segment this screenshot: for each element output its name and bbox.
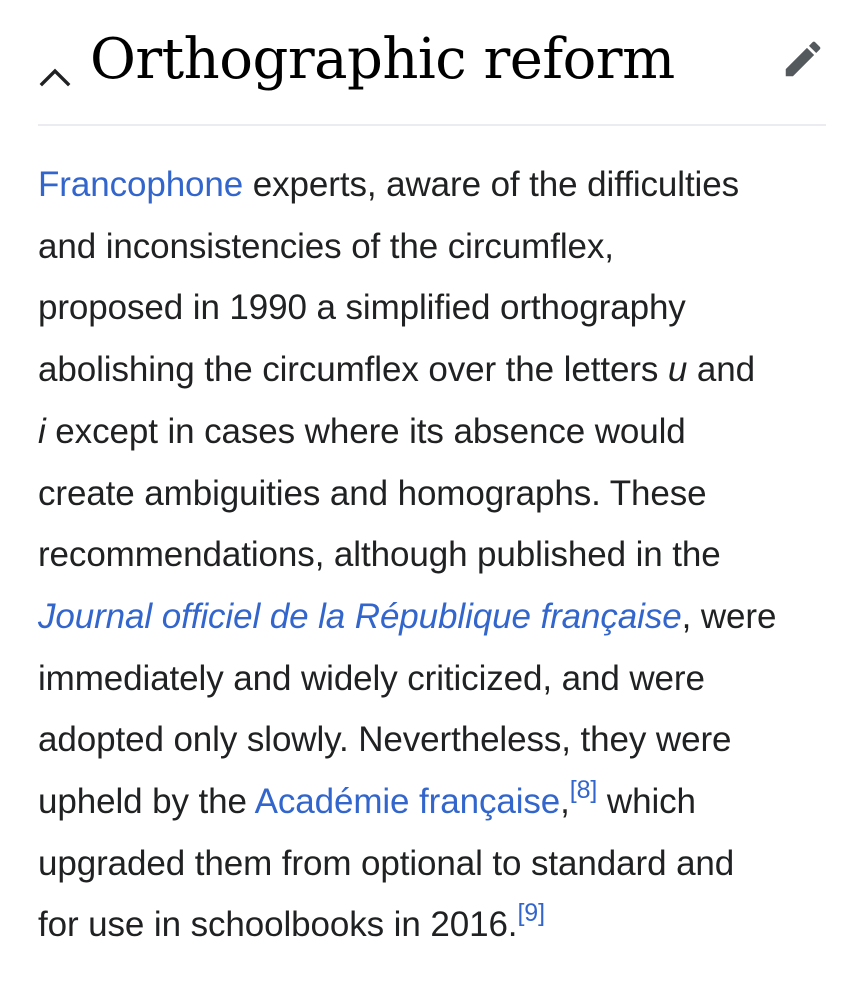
reference-link-8[interactable]: [8] (569, 775, 598, 804)
paragraph-line: and inconsistencies of the circumflex, (38, 226, 614, 266)
paragraph-line: upgraded them from optional to standard and (38, 843, 735, 883)
text-span: abolishing the circumflex over the letters (38, 350, 668, 390)
link-francophone[interactable]: Francophone (38, 165, 244, 204)
paragraph-line: immediately and widely criticized, and were (38, 658, 705, 698)
link-journal-officiel[interactable] (38, 597, 682, 636)
text-span: , were (681, 596, 777, 636)
text-span: and (687, 350, 755, 390)
text-span: for use in schoolbooks in 2016. (38, 905, 518, 945)
article-paragraph (38, 154, 828, 956)
paragraph-line: create ambiguities and homographs. These (38, 473, 707, 513)
paragraph-line (38, 339, 828, 401)
text-span: except in cases where its absence would (45, 411, 686, 451)
section-header (38, 18, 826, 126)
link-academie-francaise[interactable]: Académie française (254, 782, 561, 822)
paragraph-line: adopted only slowly. Nevertheless, they were (38, 720, 732, 760)
italic-letter-u: u (667, 350, 688, 390)
paragraph-line (38, 586, 828, 648)
text-span: which (597, 782, 696, 822)
paragraph-line: recommendations, although published in the (38, 535, 721, 575)
section-title: Orthographic reform (90, 27, 675, 92)
paragraph-line (38, 154, 828, 216)
paragraph-line (38, 894, 828, 956)
reference-9 (517, 899, 545, 927)
link-journal-text: Journal officiel de la République française (38, 596, 682, 636)
paragraph-line: proposed in 1990 a simplified orthography (38, 288, 686, 328)
paragraph-line (38, 401, 828, 463)
italic-letter-i: i (38, 411, 46, 451)
pencil-icon[interactable] (780, 36, 826, 82)
paragraph-line (38, 771, 828, 833)
text-span: , (560, 782, 570, 822)
reference-link-9[interactable]: [9] (517, 898, 545, 927)
text-span: experts, aware of the difficulties (243, 165, 740, 204)
chevron-up-icon[interactable] (38, 64, 72, 88)
text-span: upheld by the (38, 782, 255, 822)
reference-8 (570, 776, 598, 804)
